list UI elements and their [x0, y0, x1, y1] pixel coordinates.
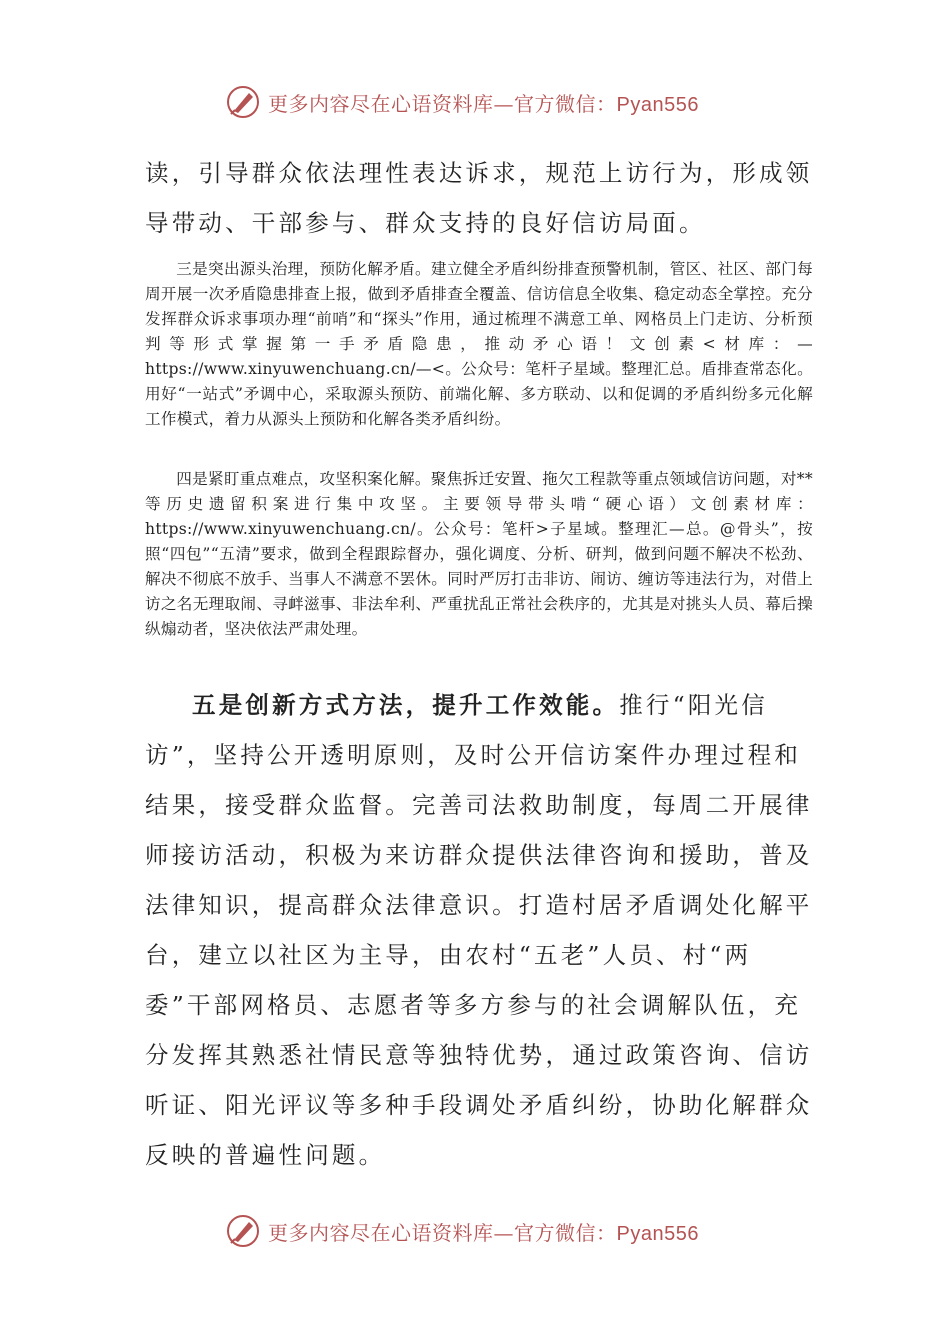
paragraph-five-lead: 五是创新方式方法，提升工作效能。	[192, 691, 620, 719]
banner-text: 更多内容尽在心语资料库—官方微信：Pyan556	[268, 1221, 699, 1245]
footer-banner	[0, 1211, 950, 1251]
paragraph-four: 四是紧盯重点难点，攻坚积案化解。聚焦拆迁安置、拖欠工程款等重点领域信访问题，对**等历史遗留积案进行集中攻坚。主要领导带头啃“硬心语）文创素材库：https://www.xinyuwenchuang.cn/。公众号：笔杆>子星域。整理汇—总。@骨头”，按照“四包”“五清”要求，做到全程跟踪督办，强化调度、分析、研判，做到问题不解决不松劲、解决不彻底不放手、当事人不满意不罢休。同时严厉打击非访、闹访、缠访等违法行为，对借上访之名无理取闹、寻衅滋事、非法牟利、严重扰乱正常社会秩序的，尤其是对挑头人员、幕后操纵煽动者，坚决依法严肃处理。	[145, 470, 813, 638]
banner-text: 更多内容尽在心语资料库—官方微信：Pyan556	[268, 92, 699, 116]
header-banner	[0, 82, 950, 122]
pen-logo-icon	[225, 84, 261, 120]
paragraph-three: 三是突出源头治理，预防化解矛盾。建立健全矛盾纠纷排查预警机制，管区、社区、部门每周开展一次矛盾隐患排查上报，做到矛盾排查全覆盖、信访信息全收集、稳定动态全掌控。充分发挥群众诉求事项办理“前哨”和“探头”作用，通过梳理不满意工单、网格员上门走访、分析预判等形式掌握第一手矛盾隐患，推动矛心语！文创素<材库：—https://www.xinyuwenchuang.cn/—<。公众号：笔杆子星域。整理汇总。盾排查常态化。用好“一站式”矛调中心，采取源头预防、前端化解、多方联动、以和促调的矛盾纠纷多元化解工作模式，着力从源头上预防和化解各类矛盾纠纷。	[145, 260, 813, 428]
paragraph-five-body: 推行“阳光信访”，坚持公开透明原则，及时公开信访案件办理过程和结果，接受群众监督。完善司法救助制度，每周二开展律师接访活动，积极为来访群众提供法律咨询和援助，普及法律知识，提高群众法律意识。打造村居矛盾调处化解平台，建立以社区为主导，由农村“五老”人员、村“两委”干部网格员、志愿者等多方参与的社会调解队伍，充分发挥其熟悉社情民意等独特优势，通过政策咨询、信访听证、阳光评议等多种手段调处矛盾纠纷，协助化解群众反映的普遍性问题。	[145, 691, 813, 1169]
pen-logo-icon	[225, 1213, 261, 1249]
paragraph-continued: 读，引导群众依法理性表达诉求，规范上访行为，形成领导带动、干部参与、群众支持的良好信访局面。	[145, 159, 813, 237]
paragraph-five	[145, 680, 815, 1180]
